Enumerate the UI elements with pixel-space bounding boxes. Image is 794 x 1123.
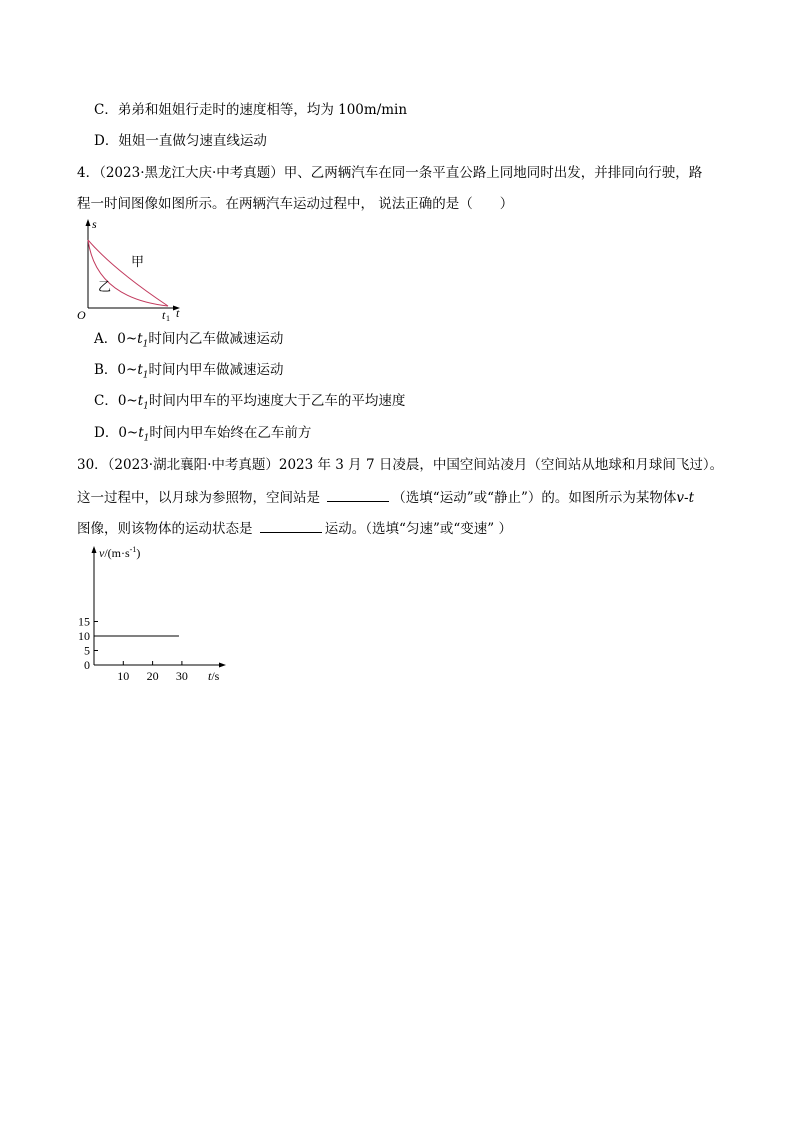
- option-d-prev: D．姐姐一直做匀速直线运动: [94, 133, 267, 149]
- vt-y-label: $v/(m\cdot s^{-1})$: [99, 545, 141, 560]
- q4-label-s: s: [92, 217, 97, 231]
- q4-label-origin: O: [77, 308, 86, 322]
- vt-y-tick-label: 0: [84, 658, 90, 672]
- q4-label-t1: t: [162, 308, 166, 322]
- q30-vt-graph: [74, 540, 234, 690]
- q4-stem-line1: 4．（2023·黑龙江大庆·中考真题）甲、乙两辆汽车在同一条平直公路上同地同时出发，并排同向行驶，路: [77, 165, 703, 181]
- q4-label-t: t: [176, 306, 180, 320]
- q4-option-b: B．$0\sim t_1$时间内甲车做减速运动: [94, 362, 284, 381]
- q30-stem-line2: 这一过程中，以月球为参照物，空间站是 （选填“运动”或“静止”）的。如图所示为某物体v-t: [77, 487, 694, 507]
- q4-label-jia: 甲: [131, 254, 145, 269]
- vt-y-tick-label: 10: [78, 629, 90, 643]
- q4-option-d: D．$0\sim t_1$时间内甲车始终在乙车前方: [94, 425, 312, 444]
- q4-label-yi: 乙: [98, 279, 112, 294]
- vt-y-tick-label: 5: [84, 643, 90, 658]
- q30-stem-line1: 30．（2023·湖北襄阳·中考真题）2023 年 3 月 7 日凌晨，中国空间站凌月（空间站从地球和月球间飞过）。: [77, 457, 724, 473]
- vt-x-tick-label: 30: [175, 669, 188, 683]
- q30-blank-2[interactable]: [260, 518, 322, 533]
- vt-x-tick-label: 20: [146, 669, 159, 683]
- q30-stem-line3: 图像，则该物体的运动状态是 运动。（选填“匀速”或“变速” ）: [77, 518, 512, 538]
- vt-x-label: t/s: [208, 669, 220, 683]
- q30-blank-1[interactable]: [327, 487, 389, 502]
- option-c-prev: C．弟弟和姐姐行走时的速度相等，均为 100m/min: [94, 102, 408, 118]
- vt-x-arrow: [219, 663, 226, 668]
- vt-y-arrow: [92, 546, 97, 553]
- q4-option-c: C．$0\sim t_1$时间内甲车的平均速度大于乙车的平均速度: [94, 393, 406, 412]
- q4-stem-line2: 程一时间图像如图所示。在两辆汽车运动过程中， 说法正确的是（ ）: [77, 196, 514, 212]
- vt-y-tick-label: 15: [78, 614, 90, 629]
- q4-curve-yi: [88, 240, 168, 306]
- q4-label-t1-sub: 1: [166, 314, 170, 323]
- q4-graph: [76, 218, 186, 323]
- vt-x-tick-label: 10: [117, 669, 130, 683]
- q4-y-arrow: [86, 219, 91, 226]
- q4-option-a: A．$0\sim t_1$时间内乙车做减速运动: [94, 331, 284, 350]
